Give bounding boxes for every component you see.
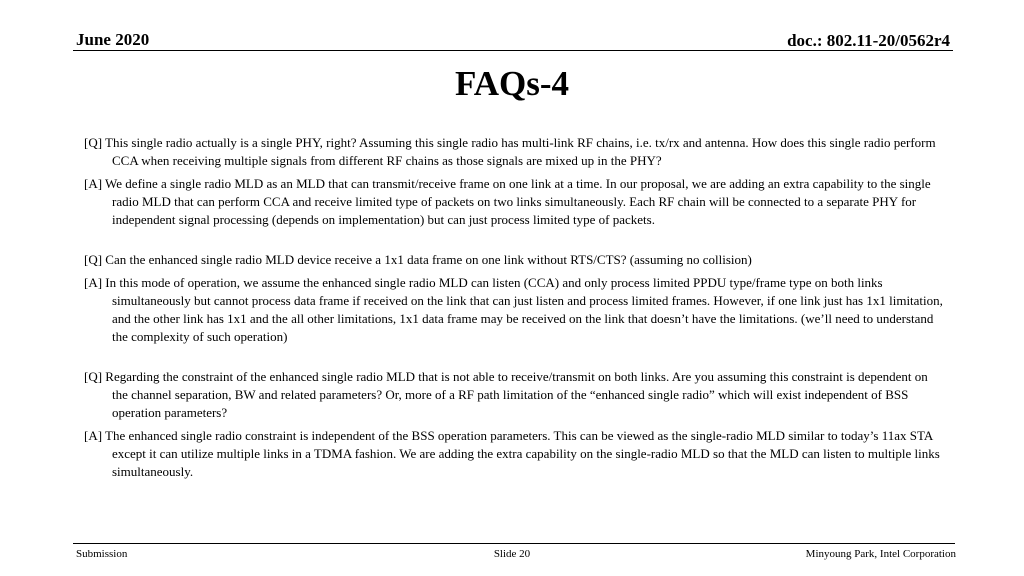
faq-answer: [A] The enhanced single radio constraint is independent of the BSS operation parameters. This can be viewed as the single-radio MLD similar to today’s 11ax STA except it can utilize multiple links in a TDMA fashion. We are adding the extra capability on the single-radio MLD so that the MLD can listen to multiple links simultaneously. <box>84 428 940 479</box>
footer-submission: Submission <box>76 548 128 560</box>
header-divider <box>73 50 953 51</box>
faq-item <box>84 368 944 481</box>
faq-question: [Q] Can the enhanced single radio MLD device receive a 1x1 data frame on one link without RTS/CTS? (assuming no collision) <box>84 252 752 267</box>
faq-item <box>84 134 944 229</box>
header-doc-id: doc.: 802.11-20/0562r4 <box>787 31 950 50</box>
footer-divider <box>73 543 955 544</box>
faq-question: [Q] Regarding the constraint of the enhanced single radio MLD that is not able to receive/transmit on both links. Are you assuming this constraint is dependent on the channel separation, BW and related parameters? Or, more of a RF path limitation of the “enhanced single radio” which will exist independent of BSS operation parameters? <box>84 369 928 420</box>
footer-slide-number: Slide 20 <box>493 548 531 560</box>
faq-spacer <box>84 234 944 251</box>
faq-answer: [A] In this mode of operation, we assume the enhanced single radio MLD can listen (CCA) and only process limited PPDU type/frame type on both links simultaneously but cannot process data frame if received on the link that can just listen and process limited frames. However, if one link just has 1x1 limitation, and the other link has 1x1 and the all other limitations, 1x1 data frame may be received on the link that doesn’t have the limitations. (we’ll need to understand the complexity of such operation) <box>84 275 943 344</box>
footer-author: Minyoung Park, Intel Corporation <box>805 548 956 560</box>
slide-title: FAQs-4 <box>454 64 570 103</box>
faq-question: [Q] This single radio actually is a single PHY, right? Assuming this single radio has multi-link RF chains, i.e. tx/rx and antenna. How does this single radio perform CCA when receiving multiple signals from different RF chains as those signals are mixed up in the PHY? <box>84 135 936 168</box>
faq-item <box>84 251 944 346</box>
faq-answer: [A] We define a single radio MLD as an MLD that can transmit/receive frame on one link at a time. In our proposal, we are adding an extra capability to the single radio MLD that can perform CCA and receive limited type of packets on two links simultaneously. Each RF chain will be connected to a separate PHY for independent signal processing (depends on implementation) but can just process limited type of packets. <box>84 176 931 227</box>
faq-body <box>84 134 944 486</box>
header-date: June 2020 <box>76 30 150 49</box>
faq-spacer <box>84 351 944 368</box>
